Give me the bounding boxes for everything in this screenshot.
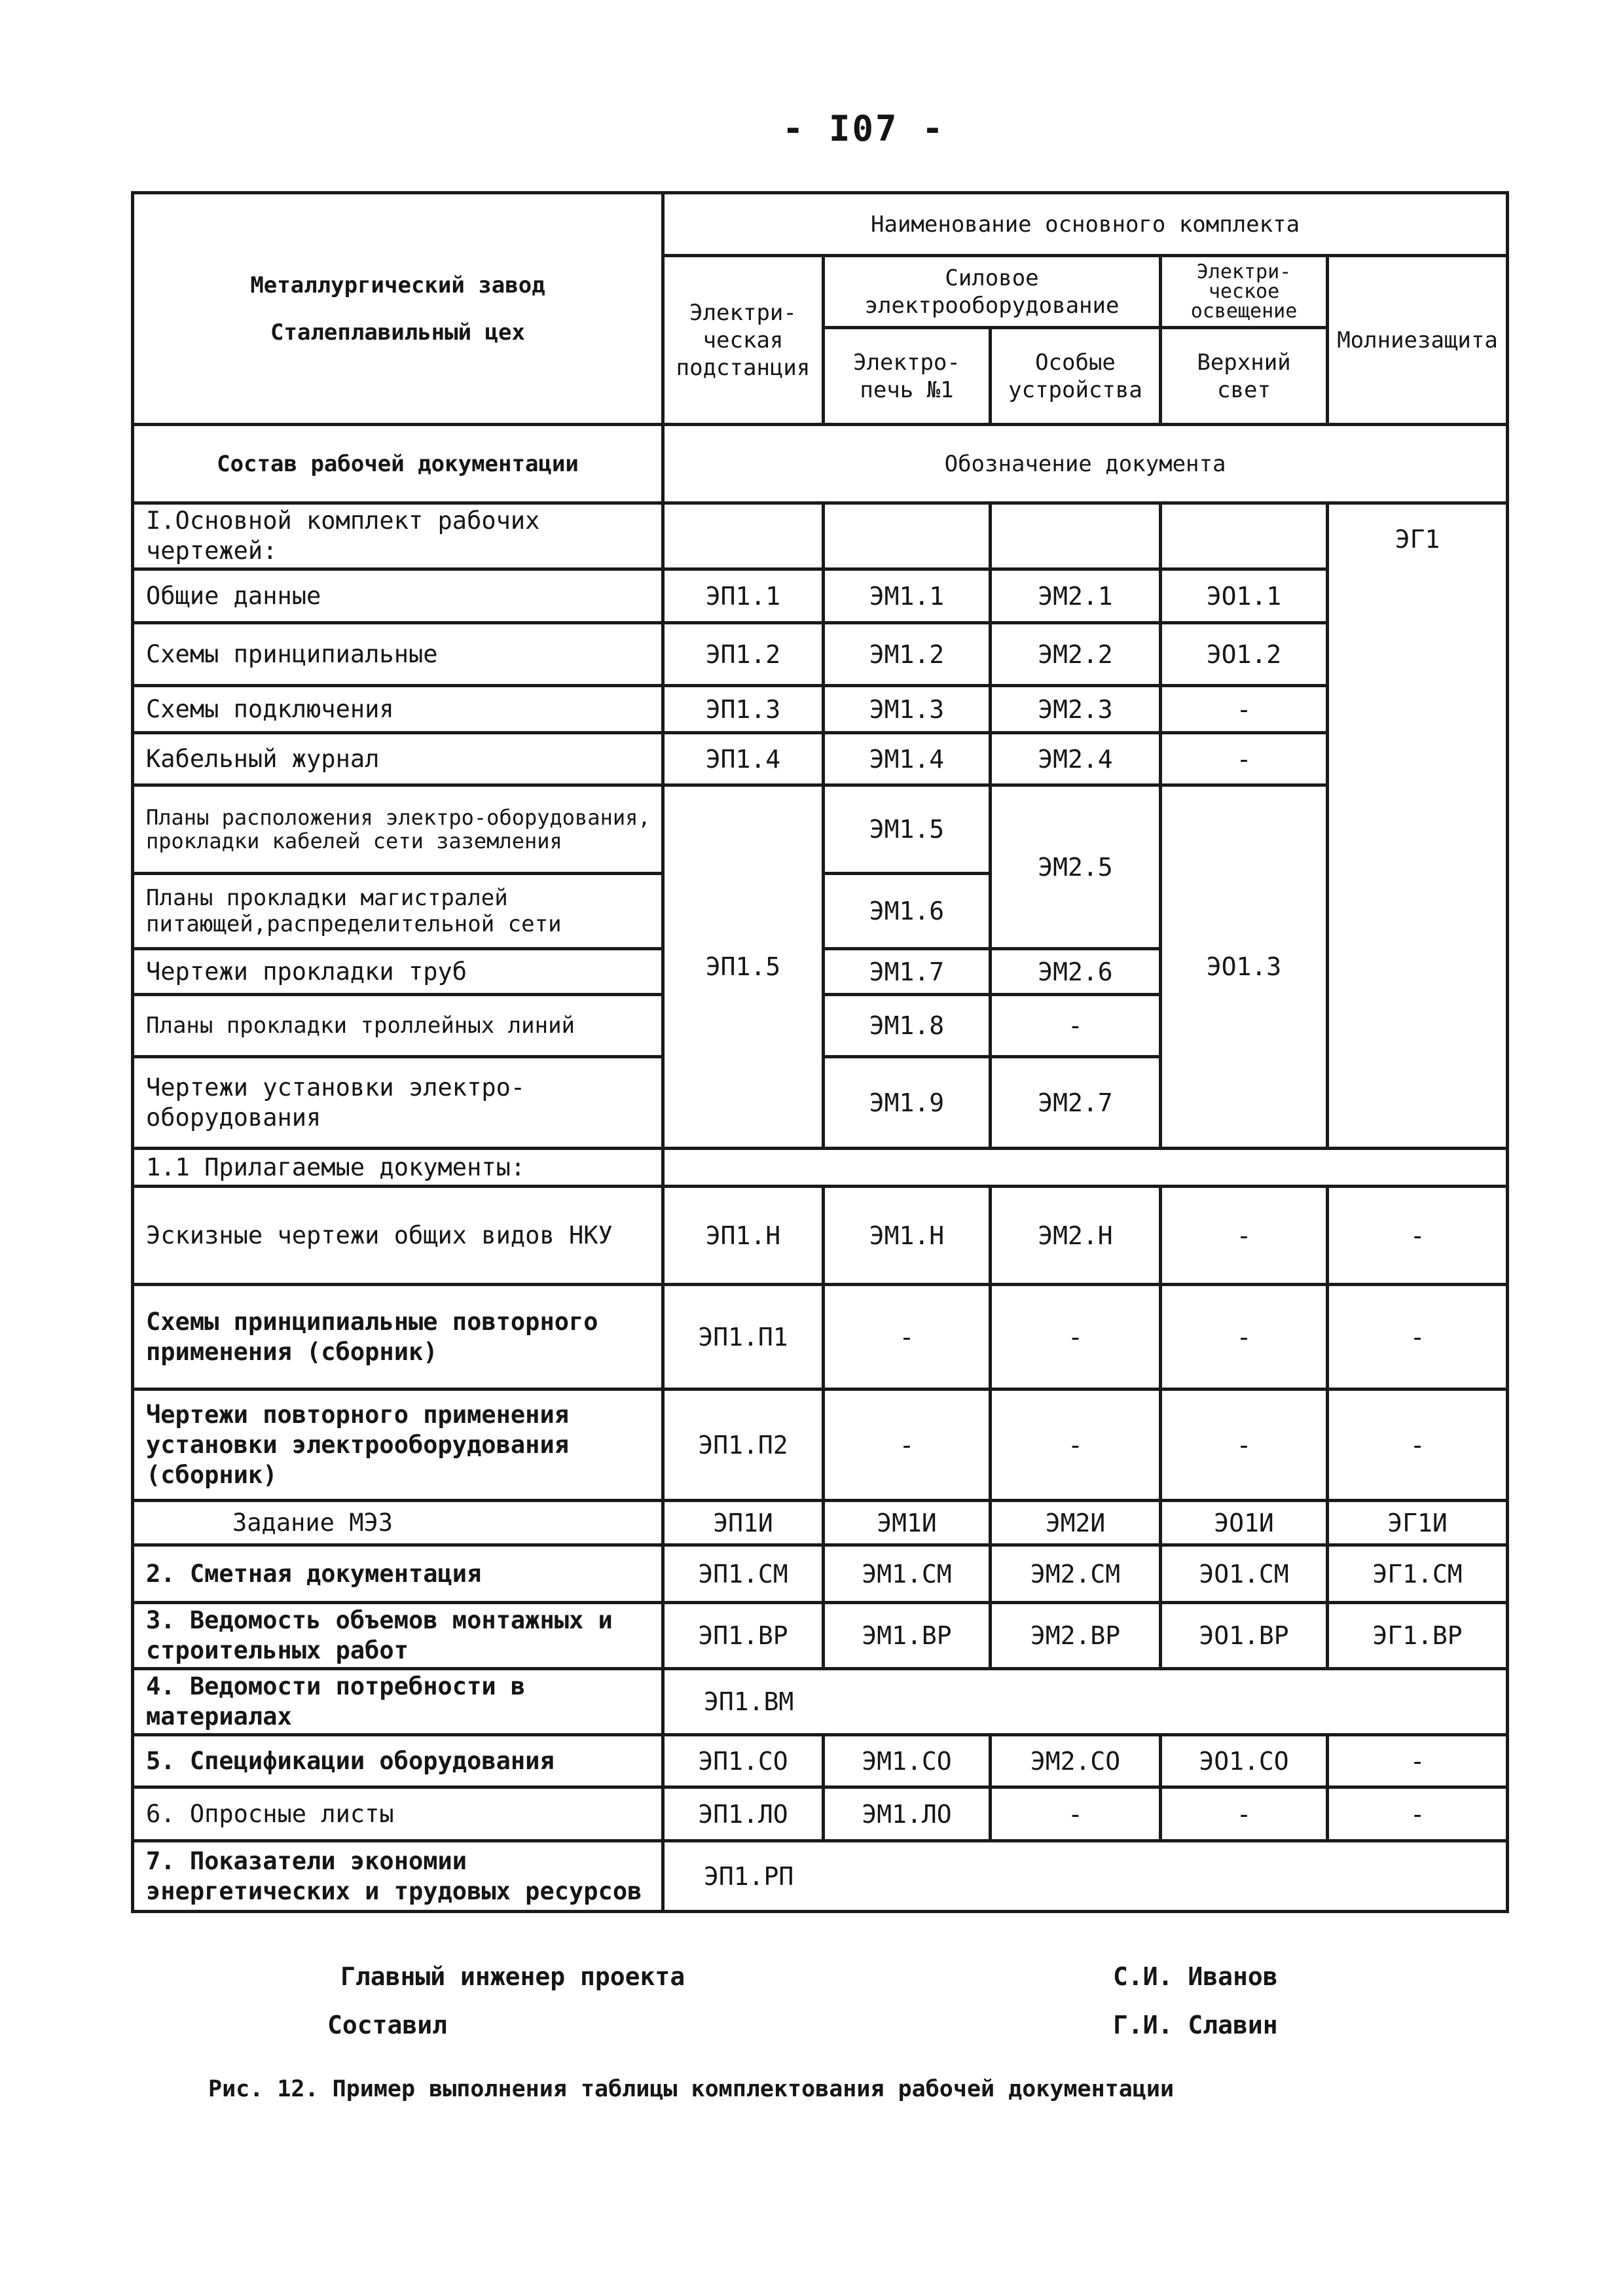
cell: ЭП1.СМ [663, 1545, 824, 1603]
row-label: Чертежи прокладки труб [133, 949, 663, 995]
cell: ЭП1.2 [663, 623, 824, 686]
row-label: Кабельный журнал [133, 733, 663, 785]
composition-header: Состав рабочей документации [133, 425, 663, 503]
chief-engineer-name: С.И. Иванов [1113, 1962, 1278, 1991]
row-label: 7. Показатели экономии энергетических и трудовых ресурсов [133, 1841, 663, 1912]
row-label: 5. Спецификации оборудования [133, 1735, 663, 1787]
cell: ЭО1.СМ [1161, 1545, 1328, 1603]
row-label: Схемы принципиальные повторного применения (сборник) [133, 1285, 663, 1390]
cell: ЭП1.СО [663, 1735, 824, 1787]
cell: - [1161, 1390, 1328, 1501]
cell: ЭМ2.3 [991, 686, 1161, 733]
cell: - [991, 1390, 1161, 1501]
cell: ЭМ2.2 [991, 623, 1161, 686]
cell: ЭМ1.5 [824, 785, 991, 874]
shop-name: Сталеплавильный цех [270, 319, 525, 346]
cell [824, 503, 991, 569]
cell: ЭП1.ЛО [663, 1787, 824, 1841]
row-label: 4. Ведомости потребности в материалах [133, 1669, 663, 1735]
cell: ЭГ1.СМ [1328, 1545, 1508, 1603]
col-lightning: Молниезащита [1328, 256, 1508, 425]
designation-header: Обозначение документа [663, 425, 1508, 503]
cell: ЭМ2.1 [991, 569, 1161, 623]
cell: ЭМ1.ВР [824, 1603, 991, 1669]
cell: ЭМ2.Н [991, 1187, 1161, 1285]
cell: ЭО1.СО [1161, 1735, 1328, 1787]
cell: ЭМ1.9 [824, 1057, 991, 1149]
cell: ЭП1.П2 [663, 1390, 824, 1501]
cell: ЭМ1.СМ [824, 1545, 991, 1603]
col-furnace: Электро-печь №1 [824, 328, 991, 425]
cell-wide: ЭП1.ВМ [663, 1669, 1508, 1735]
cell: ЭП1.3 [663, 686, 824, 733]
cell: ЭГ1И [1328, 1501, 1508, 1545]
cell: ЭМ1И [824, 1501, 991, 1545]
row-label: Схемы принципиальные [133, 623, 663, 686]
cell: ЭМ1.7 [824, 949, 991, 995]
row-label: Планы прокладки троллейных линий [133, 995, 663, 1057]
cell: ЭО1.1 [1161, 569, 1328, 623]
cell: ЭП1.4 [663, 733, 824, 785]
cell: ЭО1И [1161, 1501, 1328, 1545]
col-special: Особые устройства [991, 328, 1161, 425]
col-toplight: Верхний свет [1161, 328, 1328, 425]
documentation-table [131, 191, 1509, 1913]
cell: ЭГ1.ВР [1328, 1603, 1508, 1669]
row-label: Схемы подключения [133, 686, 663, 733]
cell: ЭМ1.2 [824, 623, 991, 686]
cell: ЭМ1.3 [824, 686, 991, 733]
cell: - [1161, 1787, 1328, 1841]
cell: ЭМ2.7 [991, 1057, 1161, 1149]
cell [991, 503, 1161, 569]
cell: ЭП1.П1 [663, 1285, 824, 1390]
col-power: Силовое электрооборудование [824, 256, 1161, 328]
empty-span [663, 1149, 1508, 1187]
cell: ЭМ1.8 [824, 995, 991, 1057]
plant-name: Металлургический завод [250, 272, 545, 298]
cell: ЭП1.ВР [663, 1603, 824, 1669]
cell: ЭО1.2 [1161, 623, 1328, 686]
cell: - [1328, 1735, 1508, 1787]
row-label: 6. Опросные листы [133, 1787, 663, 1841]
row-label: Планы расположения электро-оборудования, прокладки кабелей сети заземления [133, 785, 663, 874]
cell: ЭМ2.СО [991, 1735, 1161, 1787]
cell: ЭМ1.Н [824, 1187, 991, 1285]
cell: - [824, 1390, 991, 1501]
cell: - [1161, 733, 1328, 785]
author-name: Г.И. Славин [1113, 2011, 1278, 2039]
cell: ЭМ2.ВР [991, 1603, 1161, 1669]
cell-lighting-merged: ЭО1.3 [1161, 785, 1328, 1149]
row-label: I.Основной комплект рабочих чертежей: [133, 503, 663, 569]
row-label: 3. Ведомость объемов монтажных и строительных работ [133, 1603, 663, 1669]
cell: - [1328, 1187, 1508, 1285]
cell: ЭМ1.6 [824, 874, 991, 949]
row-label: Чертежи установки электро-оборудования [133, 1057, 663, 1149]
cell: ЭМ2.6 [991, 949, 1161, 995]
cell: ЭП1.Н [663, 1187, 824, 1285]
cell: - [1328, 1285, 1508, 1390]
cell: ЭП1И [663, 1501, 824, 1545]
cell: ЭМ2.СМ [991, 1545, 1161, 1603]
cell [1161, 503, 1328, 569]
cell: ЭМ1.СО [824, 1735, 991, 1787]
cell: - [991, 1285, 1161, 1390]
chief-engineer-label: Главный инженер проекта [340, 1962, 685, 1991]
col-lighting: Электри-ческое освещение [1161, 256, 1328, 328]
cell: ЭМ1.4 [824, 733, 991, 785]
cell: ЭО1.ВР [1161, 1603, 1328, 1669]
row-label: 1.1 Прилагаемые документы: [133, 1149, 663, 1187]
cell: - [991, 995, 1161, 1057]
cell: ЭМ1.ЛО [824, 1787, 991, 1841]
cell: - [1161, 1285, 1328, 1390]
cell-lightning-main: ЭГ1 [1328, 503, 1508, 1149]
cell-special-merged: ЭМ2.5 [991, 785, 1161, 949]
row-label: Эскизные чертежи общих видов НКУ [133, 1187, 663, 1285]
col-substation: Электри-ческая подстанция [663, 256, 824, 425]
row-label: Задание МЭЗ [133, 1501, 663, 1545]
cell: ЭМ2И [991, 1501, 1161, 1545]
row-label: Планы прокладки магистралей питающей,распределительной сети [133, 874, 663, 949]
header-plant-shop [133, 193, 663, 425]
cell: ЭМ2.4 [991, 733, 1161, 785]
cell: - [991, 1787, 1161, 1841]
row-label: Чертежи повторного применения установки электрооборудования (сборник) [133, 1390, 663, 1501]
cell: - [1161, 1187, 1328, 1285]
cell-wide: ЭП1.РП [663, 1841, 1508, 1912]
row-label: 2. Сметная документация [133, 1545, 663, 1603]
cell: ЭМ1.1 [824, 569, 991, 623]
cell: ЭП1.1 [663, 569, 824, 623]
cell: - [1328, 1787, 1508, 1841]
page-number: - I07 - [782, 108, 945, 149]
cell [663, 503, 824, 569]
cell: - [1161, 686, 1328, 733]
cell: - [824, 1285, 991, 1390]
cell: - [1328, 1390, 1508, 1501]
author-label: Составил [327, 2011, 448, 2039]
row-label: Общие данные [133, 569, 663, 623]
main-set-header: Наименование основного комплекта [663, 193, 1508, 256]
cell-substation-merged: ЭП1.5 [663, 785, 824, 1149]
figure-caption: Рис. 12. Пример выполнения таблицы комплектования рабочей документации [208, 2076, 1175, 2102]
